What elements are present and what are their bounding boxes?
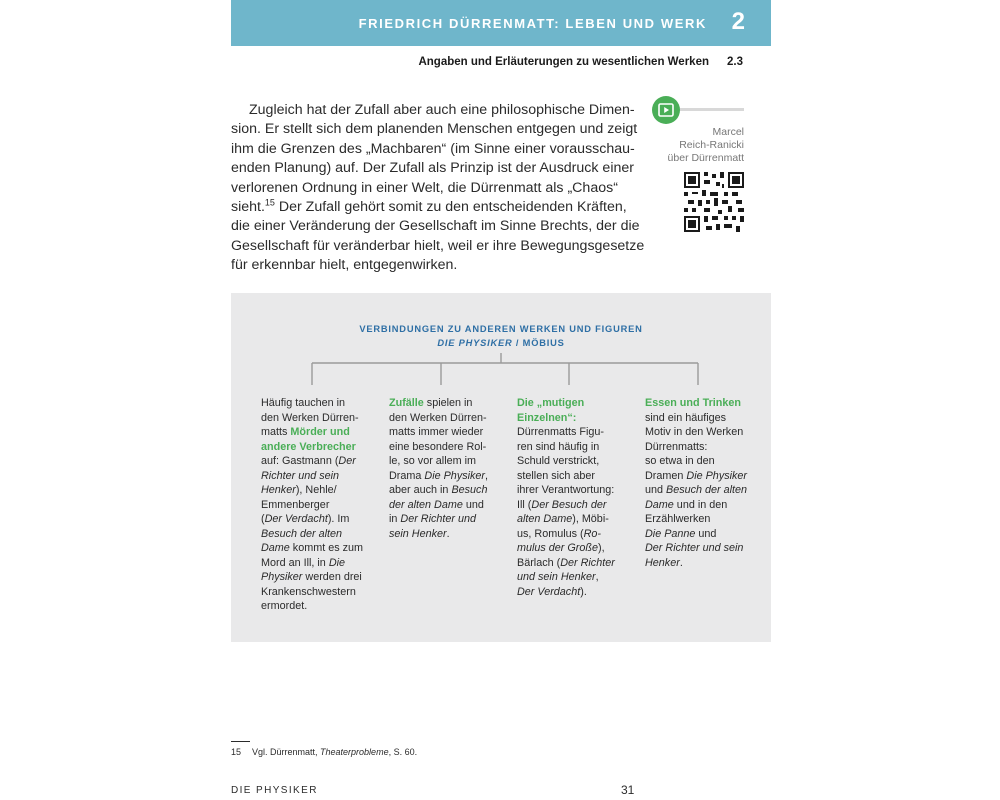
connection-tree-lines <box>231 353 771 387</box>
caption-line: Reich-Ranicki <box>679 139 744 151</box>
work-title: Der Verdacht <box>264 513 328 525</box>
col-line <box>645 469 757 484</box>
work-title: Dame <box>261 542 290 554</box>
col-text: werden drei <box>302 571 362 583</box>
col-text: in <box>389 513 401 525</box>
col-text: auf: Gastmann ( <box>261 455 339 467</box>
col-line: stellen sich aber <box>517 469 596 482</box>
col-line: den Werken Dürren- <box>389 411 487 424</box>
footnote-number: 15 <box>231 747 242 757</box>
text-line: sion. Er stellt sich dem planenden Menschen entgegen und zeigt <box>231 121 638 138</box>
highlight-term: Essen und Trinken <box>645 397 741 409</box>
chapter-title: FRIEDRICH DÜRRENMATT: LEBEN UND WERK <box>358 16 707 31</box>
col-line <box>517 541 629 556</box>
highlight-term: andere Verbrecher <box>261 440 356 453</box>
col-text: ), Nehle/ <box>295 484 337 496</box>
work-title: Der Verdacht <box>517 585 581 598</box>
footnote-rule <box>231 741 250 742</box>
connection-column-courageous-individuals <box>517 396 629 599</box>
highlight-term: Mörder und <box>290 426 350 438</box>
col-text: ), Möbi- <box>572 513 609 525</box>
col-line <box>389 498 501 513</box>
text-line: verlorenen Ordnung in einer Welt, die Dürrenmatt als „Chaos“ <box>231 179 618 196</box>
work-title: Dame <box>645 498 674 511</box>
col-line <box>645 541 757 556</box>
footnote-text: Vgl. Dürrenmatt, <box>252 747 321 757</box>
work-title: Der Richter <box>560 556 615 569</box>
text-fragment: sieht. <box>231 199 265 216</box>
col-line: Erzählwerken <box>645 513 711 525</box>
col-line <box>517 556 629 571</box>
col-line: ren sind häufig in <box>517 440 600 453</box>
work-title: Der Richter und <box>400 513 477 525</box>
work-title: Besuch <box>451 484 488 496</box>
col-line <box>261 512 373 527</box>
page-number: 31 <box>621 783 635 797</box>
col-text: Drama <box>389 469 425 482</box>
col-text: und <box>695 527 717 540</box>
col-text: us, Romulus ( <box>517 527 584 540</box>
col-line <box>517 570 629 585</box>
col-text: und <box>645 484 667 496</box>
subtitle-work-title: DIE PHYSIKER <box>437 338 513 348</box>
col-line: Dürrenmatts Figu- <box>517 426 604 438</box>
work-title: Der Richter und sein <box>645 542 744 554</box>
col-text: , <box>485 469 489 482</box>
work-title: Ro- <box>583 527 602 540</box>
body-paragraph <box>231 101 645 276</box>
col-text: ( <box>261 513 265 525</box>
text-line: ihm die Grenzen des „Machbaren“ (im Sinne einer vorausschau- <box>231 140 635 157</box>
caption-line: Marcel <box>712 126 744 138</box>
col-text: . <box>446 527 450 540</box>
col-line <box>645 556 757 571</box>
col-text: ), <box>598 542 605 554</box>
col-line <box>645 483 757 498</box>
work-title: und sein Henker <box>517 571 596 583</box>
col-line <box>261 556 373 571</box>
work-title: Die Physiker <box>424 469 486 482</box>
col-line: den Werken Dürren- <box>261 411 359 424</box>
col-line: ermordet. <box>261 600 308 612</box>
work-title: der alten Dame <box>389 498 463 511</box>
col-text: und in den <box>673 498 728 511</box>
col-line: Krankenschwestern <box>261 585 356 598</box>
highlight-term: Die „mutigen <box>517 397 585 409</box>
footnote-reference[interactable]: 15 <box>264 197 275 208</box>
work-title: sein Henker <box>389 527 447 540</box>
col-text: . <box>679 556 683 569</box>
work-title: Henker <box>261 484 296 496</box>
col-text: Mord an Ill, in <box>261 556 329 569</box>
col-line <box>261 469 373 484</box>
col-line <box>645 498 757 513</box>
col-text: ). Im <box>327 513 350 525</box>
highlight-term: Einzelnen“ <box>517 411 573 424</box>
col-text: kommt es zum <box>289 542 364 554</box>
col-line: eine besondere Rol- <box>389 440 487 453</box>
col-line <box>261 483 373 498</box>
col-line: so etwa in den <box>645 455 715 467</box>
highlight-term: Zufälle <box>389 397 424 409</box>
col-line: le, so vor allem im <box>389 455 476 467</box>
col-text: matts <box>261 426 291 438</box>
footnote-text: , S. 60. <box>388 747 418 757</box>
col-line <box>517 411 629 426</box>
text-line: enden Planung) auf. Der Zufall als Prinzip ist der Ausdruck einer <box>231 160 634 177</box>
box-title: VERBINDUNGEN ZU ANDEREN WERKEN UND FIGUREN <box>359 324 643 334</box>
col-text: aber auch in <box>389 484 452 496</box>
section-number: 2.3 <box>727 56 743 68</box>
text-line <box>231 198 639 217</box>
work-title: Richter und sein <box>261 469 340 482</box>
text-line: Gesellschaft für veränderbar hielt, weil er ihre Bewegungsgesetze <box>231 237 645 254</box>
col-line <box>389 527 501 542</box>
col-text: Bärlach ( <box>517 556 561 569</box>
col-line <box>261 454 373 469</box>
connection-column-criminals <box>261 396 373 614</box>
margin-divider <box>680 108 744 111</box>
col-line: matts immer wieder <box>389 426 484 438</box>
work-title: alten Dame <box>517 513 573 525</box>
chapter-number: 2 <box>731 8 745 35</box>
footnote <box>231 747 417 757</box>
col-line <box>261 570 373 585</box>
work-title: Henker <box>645 556 680 569</box>
section-header <box>231 56 743 68</box>
col-line <box>261 527 373 542</box>
caption-line: über Dürrenmatt <box>667 152 744 164</box>
col-line: Emmenberger <box>261 498 330 511</box>
chapter-header-bar <box>231 0 771 46</box>
connections-box <box>231 293 771 642</box>
col-line <box>389 396 501 411</box>
work-title: Die Panne <box>645 527 696 540</box>
col-text: Dramen <box>645 469 687 482</box>
col-text: ). <box>580 585 587 598</box>
work-title: Besuch der alten <box>666 484 748 496</box>
col-line: Schuld verstrickt, <box>517 455 600 467</box>
text-line: Zugleich hat der Zufall aber auch eine philosophische Dimen- <box>249 102 635 118</box>
col-line <box>261 425 373 440</box>
connection-column-eating-drinking <box>645 396 757 570</box>
col-line <box>517 498 629 513</box>
col-line: Dürrenmatts: <box>645 440 708 453</box>
col-line <box>645 527 757 542</box>
video-play-icon[interactable] <box>652 96 680 124</box>
col-line <box>389 469 501 484</box>
col-line <box>517 585 629 600</box>
book-title-footer: DIE PHYSIKER <box>231 785 318 796</box>
work-title: Der <box>338 455 356 467</box>
text-line: die einer Veränderung der Gesellschaft im Sinne Brechts, der die <box>231 218 640 235</box>
col-line: ihrer Verantwortung: <box>517 484 615 496</box>
footnote-work-title: Theaterprobleme <box>320 747 389 757</box>
col-line <box>389 512 501 527</box>
connection-column-chance <box>389 396 501 541</box>
col-text: und <box>462 498 484 511</box>
work-title: Besuch der alten <box>261 527 343 540</box>
work-title: Die <box>328 556 346 569</box>
work-title: mulus der Große <box>517 542 599 554</box>
col-line <box>517 527 629 542</box>
col-text: , <box>595 571 599 583</box>
col-line <box>261 541 373 556</box>
work-title: Die Physiker <box>686 469 748 482</box>
qr-code-icon[interactable] <box>684 172 744 232</box>
video-caption <box>645 126 744 165</box>
col-line: Häufig tauchen in <box>261 397 346 409</box>
subtitle-figure: / MÖBIUS <box>512 338 565 348</box>
text-fragment: Der Zufall gehört somit zu den entscheidenden Kräften, <box>274 199 627 216</box>
work-title: Der Besuch der <box>531 498 607 511</box>
col-text: Ill ( <box>517 498 532 511</box>
col-line <box>389 483 501 498</box>
col-line: sind ein häufiges <box>645 411 727 424</box>
highlight-term: : <box>572 411 577 424</box>
box-subtitle <box>231 338 771 348</box>
text-line: für erkennbar hielt, entgegenwirken. <box>231 257 458 274</box>
work-title: Physiker <box>261 571 303 583</box>
col-line: Motiv in den Werken <box>645 426 744 438</box>
col-line <box>517 512 629 527</box>
col-text: spielen in <box>423 397 473 409</box>
section-title: Angaben und Erläuterungen zu wesentlichen Werken <box>418 56 709 68</box>
